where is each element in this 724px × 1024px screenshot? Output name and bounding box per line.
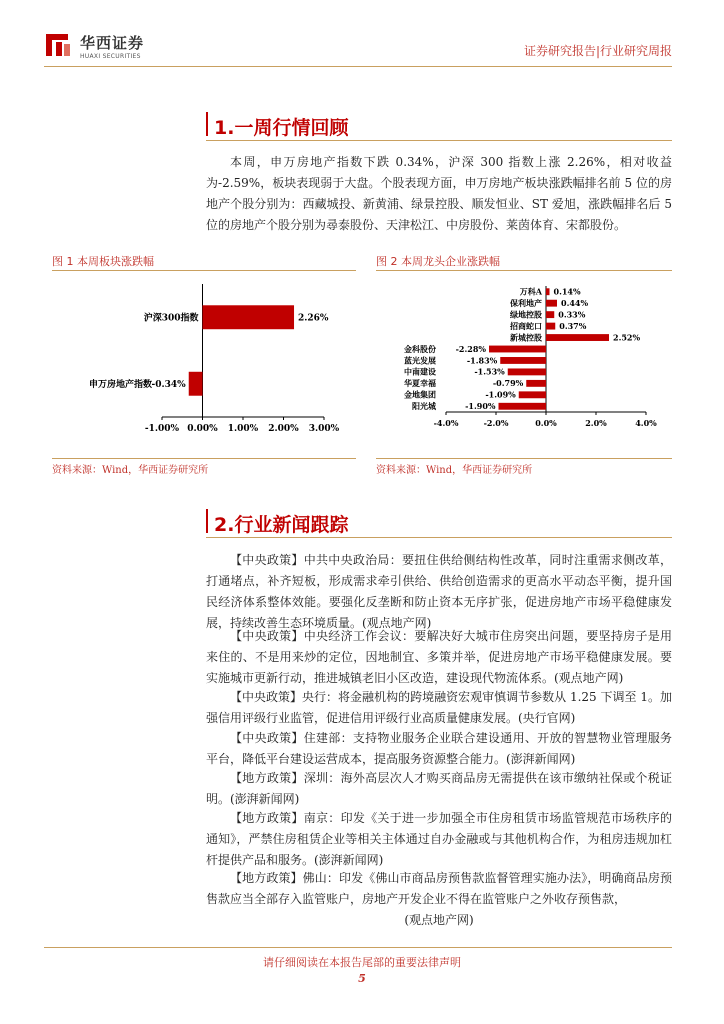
category-label: 金地集团 (404, 389, 436, 400)
category-label: 招商蛇口 (510, 320, 542, 331)
data-label: 0.37% (559, 320, 587, 331)
figure2-title-divider (376, 270, 672, 271)
figure2-source: 资料来源：Wind，华西证券研究所 (376, 465, 533, 476)
data-label: 0.33% (558, 309, 586, 320)
category-label: 金科股份 (404, 343, 436, 354)
bar (189, 372, 203, 396)
data-label: -0.79% (492, 378, 524, 389)
section1-divider (206, 140, 672, 141)
news-item: 【中央政策】央行：将金融机构的跨境融资宏观审慎调节参数从 1.25 下调至 1。加强信用评级行业监管，促进信用评级行业高质量健康发展。(央行官网) (206, 690, 672, 725)
category-label: 阳光城 (412, 401, 436, 412)
news-item: 【中央政策】住建部：支持物业服务企业联合建设通用、开放的智慧物业管理服务平台，降低平台建设运营成本，提高服务资源整合能力。(澎湃新闻网) (206, 731, 672, 766)
section1-paragraph: 本周，申万房地产指数下跌 0.34%，沪深 300 指数上涨 2.26%，相对收益为-2.59%，板块表现弱于大盘。个股表现方面，申万房地产板块涨跌幅排名前 5 位的房地产个股分别为：西藏城投、新黄浦、绿景控股、顺发恒业、ST 爱旭，涨跌幅排名后 5 位的房地产个股分别为尋泰股份、天津松江、中房股份、莱茵体育、宋都股份。 (206, 155, 672, 232)
x-tick-label: 2.00% (268, 424, 299, 434)
x-tick-label: -1.00% (144, 424, 180, 434)
x-tick-label: 4.0% (635, 418, 657, 428)
legal-notice: 请仔细阅读在本报告尾部的重要法律声明 (263, 956, 461, 969)
news-item-tail: (观点地产网) (404, 913, 474, 927)
category-label: 万科A (519, 286, 542, 297)
bar (546, 334, 609, 341)
data-label: -1.83% (466, 355, 498, 366)
bar (489, 346, 546, 353)
x-tick-label: 0.00% (187, 424, 218, 434)
data-label: 2.26% (298, 313, 329, 324)
figure2-chart (376, 276, 672, 454)
bar (546, 323, 555, 330)
category-label: 保利地产 (510, 297, 542, 308)
section2-title: 2.行业新闻跟踪 (214, 514, 349, 536)
section2-accent-bar (206, 509, 208, 533)
figure1-title-divider (52, 270, 356, 271)
x-tick-label: 3.00% (308, 424, 340, 434)
data-label: 0.44% (561, 297, 589, 308)
header-divider (44, 66, 672, 67)
data-label: -1.90% (465, 401, 496, 412)
news-item: 【中央政策】中央经济工作会议：要解决好大城市住房突出问题，要坚持房子是用来住的、不是用来炒的定位，因地制宜、多策并举，促进房地产市场平稳健康发展。要实施城市更新行动，推进城镇老旧小区改造，建设现代物流体系。(观点地产网) (206, 629, 672, 685)
category-label: 申万房地产指数 (88, 379, 152, 390)
x-tick-label: 2.0% (585, 418, 607, 428)
data-label: -2.28% (455, 343, 486, 354)
bar (500, 357, 546, 364)
news-item: 【中央政策】中共中央政治局：要扭住供给侧结构性改革，同时注重需求侧改革，打通堵点，补齐短板，形成需求牵引供给、供给创造需求的更高水平动态平衡，提升国民经济体系整体效能。要强化反垄断和防止资本无序扩张，促进房地产市场平稳健康发展，持续改善生态环境质量。(观点地产网) (206, 553, 672, 630)
page-header (0, 0, 724, 70)
figure1-chart (52, 276, 356, 454)
x-tick-label: 1.00% (227, 424, 259, 434)
news-item: 【地方政策】南京：印发《关于进一步加强全市住房租赁市场监管规范市场秩序的通知》，严禁住房租赁企业等相关主体通过自办金融或与其他机构合作，为租房违规加杠杆提供产品和服务。(澎湃新闻网) (206, 811, 672, 867)
x-tick-label: -4.0% (433, 418, 459, 428)
figure2-source-divider (376, 458, 672, 459)
data-label: -0.34% (151, 379, 186, 390)
huaxi-logo-icon (44, 30, 72, 58)
x-tick-label: -2.0% (483, 418, 509, 428)
footer-divider (44, 947, 672, 948)
data-label: -1.53% (474, 366, 505, 377)
brand-name-en: HUAXI SECURITIES (80, 53, 141, 60)
category-label: 新城控股 (510, 332, 542, 343)
bar (546, 288, 550, 295)
x-tick-label: 0.0% (535, 418, 557, 428)
bar (526, 380, 546, 387)
bar (499, 403, 547, 410)
news-item: 【地方政策】佛山：印发《佛山市商品房预售款监督管理实施办法》，明确商品房预售款应当全部存入监管账户，房地产开发企业不得在监管账户之外收存预售款， (206, 871, 672, 906)
data-label: 0.14% (553, 286, 581, 297)
section1-title: 1.一周行情回顾 (214, 117, 349, 139)
category-label: 绿地控股 (510, 309, 542, 320)
figure1-title: 图 1 本周板块涨跌幅 (52, 255, 154, 268)
category-label: 中南建设 (404, 366, 436, 377)
category-label: 蓝光发展 (404, 355, 436, 366)
data-label: 2.52% (613, 332, 641, 343)
brand-name: 华西证券 (80, 34, 145, 52)
category-label: 沪深300指数 (143, 313, 199, 324)
figure1-source-divider (52, 458, 356, 459)
bar (203, 305, 295, 329)
page-number: 5 (358, 972, 366, 985)
category-label: 华夏幸福 (404, 378, 436, 389)
section2-divider (206, 537, 672, 538)
report-type-tag: 证券研究报告|行业研究周报 (523, 44, 672, 58)
bar (546, 300, 557, 307)
figure2-title: 图 2 本周龙头企业涨跌幅 (376, 255, 500, 268)
section1-accent-bar (206, 112, 208, 136)
bar (519, 391, 546, 398)
figure1-source: 资料来源：Wind，华西证券研究所 (52, 465, 209, 476)
news-item: 【地方政策】深圳：海外高层次人才购买商品房无需提供在该市缴纳社保或个税证明。(澎湃新闻网) (206, 771, 672, 806)
bar (546, 311, 554, 318)
bar (508, 368, 546, 375)
data-label: -1.09% (485, 389, 516, 400)
